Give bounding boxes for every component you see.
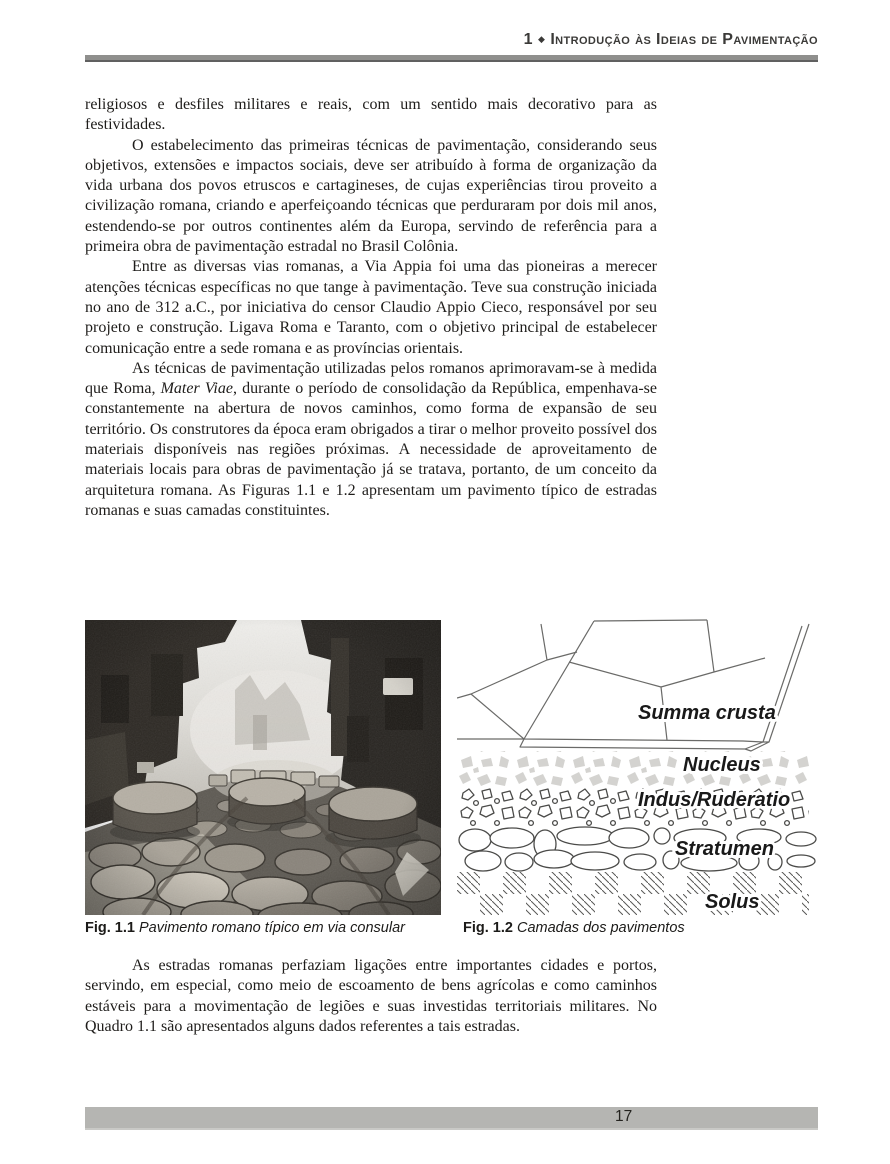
paragraph-4-before: As técnicas de pavimentação utilizadas pelos romanos aprimoravam-se à medida que Roma, (85, 359, 657, 398)
figure-1-1-caption (85, 920, 405, 936)
paragraph-4-italic: Mater Viae (160, 380, 233, 398)
layer-label-solus: Solus (705, 891, 760, 913)
figure-1-1-caption-text: Pavimento romano típico em via consular (139, 920, 405, 936)
chapter-number: 1 (523, 31, 533, 48)
footer-bar (85, 1107, 818, 1130)
body-paragraph-4 (85, 359, 657, 521)
body-text-top (85, 95, 657, 521)
paragraph-4-after: , durante o período de consolidação da República, empenhava-se constantemente na abertura de novos caminhos, como forma de expansão de seu território. Os construtores da época eram obrigados a tirar o melhor proveito possível dos materiais disponíveis nas regiões próximas. A necessidade de aproveitamento de materiais locais para obras de pavimentação já se tratava, portanto, de um conceito da arquitetura romana. As Figuras 1.1 e 1.2 apresentam um pavimento típico de estradas romanas e suas camadas constituintes. (85, 380, 658, 519)
figure-1-2-label: Fig. 1.2 (463, 920, 513, 936)
running-header (85, 31, 818, 49)
pavement-layers-diagram (457, 618, 821, 915)
figure-1-2-caption (463, 920, 685, 936)
page-number: 17 (615, 1108, 633, 1125)
layer-label-stratumen: Stratumen (675, 838, 774, 860)
header-rule (85, 55, 818, 62)
layer-label-summa-crusta: Summa crusta (638, 702, 776, 724)
figure-1-2-caption-text: Camadas dos pavimentos (517, 920, 685, 936)
figure-1-1-photo (85, 620, 441, 915)
figure-1-2-diagram (457, 618, 821, 915)
body-paragraph-1: religiosos e desfiles militares e reais, com um sentido mais decorativo para as festividades. (85, 96, 657, 134)
layer-label-nucleus: Nucleus (683, 754, 761, 776)
header-title: Introdução às Ideias de Pavimentação (550, 31, 818, 48)
roman-road-photo (85, 620, 441, 915)
figure-1-1-label: Fig. 1.1 (85, 920, 135, 936)
body-paragraph-2: O estabelecimento das primeiras técnicas de pavimentação, considerando seus objetivos, extensões e impactos sociais, deve ser atribuído à forma de organização da vida urbana dos povos etruscos e cartagineses, de cujas experiências tirou proveito a civilização romana, criando e aperfeiçoando técnicas que perduraram por dois mil anos, estendendo-se por outros continentes além da Europa, servindo de referência para a primeira obra de pavimentação estradal no Brasil Colônia. (85, 136, 657, 256)
diamond-bullet-icon: ◆ (537, 34, 546, 44)
body-paragraph-5: As estradas romanas perfaziam ligações entre importantes cidades e portos, servindo, em especial, como meio de escoamento de bens agrícolas e como caminhos estáveis para a movimentação de legiões e suas investidas territoriais militares. No Quadro 1.1 são apresentados alguns dados referentes a tais estradas. (85, 957, 657, 1035)
layer-label-indus-ruderatio: Indus/Ruderatio (638, 789, 791, 811)
body-paragraph-3: Entre as diversas vias romanas, a Via Appia foi uma das pioneiras a merecer atenções técnicas específicas no que tange à pavimentação. Teve sua construção iniciada no ano de 312 a.C., por iniciativa do censor Claudio Appio Cieco, responsável por seu projeto e construção. Ligava Roma e Taranto, com o objetivo principal de estabelecer comunicação entre a sede romana e as províncias orientais. (85, 258, 657, 357)
body-text-bottom (85, 956, 657, 1037)
